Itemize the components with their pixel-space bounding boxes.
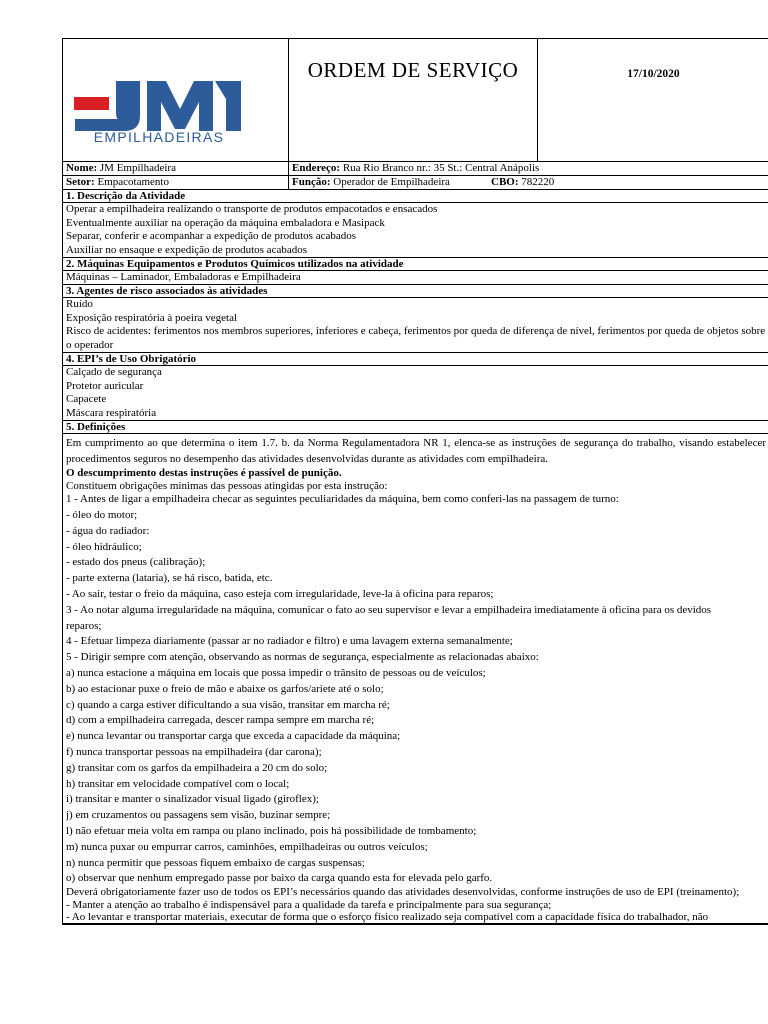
definition-line: 3 - Ao notar alguma irregularidade na máquina, comunicar o fato ao seu supervisor e levar a empilhadeira imediatamente à oficina para os devidos [66, 603, 712, 616]
cbo-value: 782220 [521, 176, 555, 188]
setor-label: Setor: [66, 176, 95, 188]
nome-field [63, 162, 289, 175]
definition-line: - estado dos pneus (calibração); [66, 556, 206, 569]
definition-line: 5 - Dirigir sempre com atenção, observando as normas de segurança, especialmente as relacionadas abaixo: [66, 651, 539, 664]
definition-line: 1 - Antes de ligar a empilhadeira checar as seguintes peculiaridades da máquina, bem como conferi-las na passagem de turno: [66, 493, 619, 506]
section-1-title: 1. Descrição da Atividade [63, 190, 768, 203]
definition-line: l) não efetuar meia volta em rampa ou plano inclinado, pois há possibilidade de tombamento; [66, 825, 477, 838]
section-5-body [63, 434, 768, 923]
title-cell [289, 39, 538, 161]
section-2-body [63, 271, 768, 285]
section-5-lifting-note: - Ao levantar e transportar materiais, executar de forma que o esforço físico realizado seja compatível com a capacidade física do trabalhador, não [66, 910, 709, 923]
service-order-document [62, 38, 768, 925]
funcao-field [289, 176, 768, 189]
section-4-body [63, 366, 768, 421]
definition-line: - água do radiador: [66, 524, 150, 537]
funcao-value: Operador de Empilhadeira [333, 176, 450, 188]
section-1-line: Separar, conferir e acompanhar a expedição de produtos acabados [66, 230, 357, 242]
endereco-label: Endereço: [292, 162, 341, 174]
section-3-line: Exposição respiratória à poeira vegetal [66, 311, 238, 324]
funcao-label: Função: [292, 176, 331, 188]
section-4-line: Máscara respiratória [66, 406, 157, 419]
definition-line: g) transitar com os garfos da empilhadeira a 20 cm do solo; [66, 761, 328, 774]
section-3-line: Risco de acidentes: ferimentos nos membros superiores, inferiores e cabeça, ferimentos por queda de diferença de nível, ferimentos por queda de objetos sobre o operador [66, 325, 766, 351]
definition-line: - óleo do motor; [66, 509, 138, 522]
definition-line: h) transitar em velocidade compatível com o local; [66, 777, 290, 790]
logo-cell [63, 39, 289, 161]
section-1-line: Auxiliar no ensaque e expedição de produtos acabados [66, 243, 307, 256]
date-cell [538, 39, 768, 161]
section-2-line: Máquinas – Laminador, Embaladoras e Empilhadeira [66, 271, 301, 283]
section-5-epi-note: Deverá obrigatoriamente fazer uso de todos os EPI’s necessários quando das atividades desenvolvidas, conforme instruções de uso de EPI (treinamento); [66, 887, 740, 899]
info-row-2 [63, 176, 768, 190]
endereco-value: Rua Rio Branco nr.: 35 St.: Central Anápolis [342, 162, 540, 174]
definition-line: c) quando a carga estiver dificultando a sua visão, transitar em marcha ré; [66, 698, 390, 711]
section-5-attention-note: - Manter a atenção ao trabalho é indispensável para a qualidade da tarefa e principalmente para sua segurança; [66, 898, 552, 911]
document-date: 17/10/2020 [627, 68, 680, 80]
definition-line: f) nunca transportar pessoas na empilhadeira (dar carona); [66, 746, 322, 759]
nome-value: JM Empilhadeira [99, 162, 176, 174]
setor-field [63, 176, 289, 189]
definition-line: m) nunca puxar ou empurrar carros, caminhões, empilhadeiras ou outros veículos; [66, 840, 428, 853]
document-header [63, 39, 768, 162]
section-1-line: Eventualmente auxiliar na operação da máquina embaladora e Masipack [66, 216, 385, 229]
definition-line: a) nunca estacione a máquina em locais que possa impedir o trânsito de pessoas ou de veículos; [66, 667, 486, 680]
definition-line: 4 - Efetuar limpeza diariamente (passar ar no radiador e filtro) e uma lavagem externa semanalmente; [66, 635, 513, 648]
definition-line: b) ao estacionar puxe o freio de mão e abaixe os garfos/ariete até o solo; [66, 682, 384, 695]
company-logo [63, 39, 288, 161]
info-row-1 [63, 162, 768, 176]
definition-line: d) com a empilhadeira carregada, descer rampa sempre em marcha ré; [66, 714, 375, 727]
section-5-obligations: Constituem obrigações mínimas das pessoas atingidas por esta instrução: [66, 480, 388, 493]
section-3-title: 3. Agentes de risco associados às atividades [63, 285, 768, 298]
definition-line: e) nunca levantar ou transportar carga que exceda a capacidade da máquina; [66, 730, 401, 743]
document-title: ORDEM DE SERVIÇO [307, 58, 519, 82]
definition-line: j) em cruzamentos ou passagens sem visão, buzinar sempre; [66, 809, 331, 822]
section-4-line: Capacete [66, 393, 107, 406]
section-2-title: 2. Máquinas Equipamentos e Produtos Químicos utilizados na atividade [63, 258, 768, 271]
section-4-line: Protetor auricular [66, 379, 144, 392]
definition-line: - Ao sair, testar o freio da máquina, caso esteja com irregularidade, leve-la à oficina para reparos; [66, 588, 494, 601]
setor-value: Empacotamento [97, 176, 169, 188]
section-3-line: Ruído [66, 298, 93, 311]
section-5-title: 5. Definições [63, 421, 768, 434]
definition-line: - parte externa (lataria), se há risco, batida, etc. [66, 572, 273, 585]
definition-line: n) nunca permitir que pessoas fiquem embaixo de cargas suspensas; [66, 856, 365, 869]
section-1-line: Operar a empilhadeira realizando o transporte de produtos empacotados e ensacados [66, 203, 438, 215]
nome-label: Nome: [66, 162, 98, 174]
endereco-field [289, 162, 768, 175]
section-3-body [63, 298, 768, 353]
section-5-warning: O descumprimento destas instruções é passível de punição. [66, 467, 342, 480]
section-5-intro: Em cumprimento ao que determina o item 1.7. b. da Norma Regulamentadora NR 1, elenca-se as instruções de segurança do trabalho, visando estabelecer procedimentos seguros no desempenho das atividades desenvolvidas durante as atividades com empilhadeira. [66, 437, 766, 465]
definition-line: o) observar que nenhum empregado passe por baixo da carga quando esta for elevada pelo garfo. [66, 872, 493, 885]
definition-line: - óleo hidráulico; [66, 540, 142, 553]
logo-caption: EMPILHADEIRAS [93, 129, 225, 145]
section-4-title: 4. EPI’s de Uso Obrigatório [63, 353, 768, 366]
definition-line: i) transitar e manter o sinalizador visual ligado (giroflex); [66, 793, 319, 806]
cbo-label: CBO: [491, 176, 519, 188]
definition-line: reparos; [66, 619, 102, 632]
section-4-line: Calçado de segurança [66, 366, 162, 379]
section-1-body [63, 203, 768, 258]
